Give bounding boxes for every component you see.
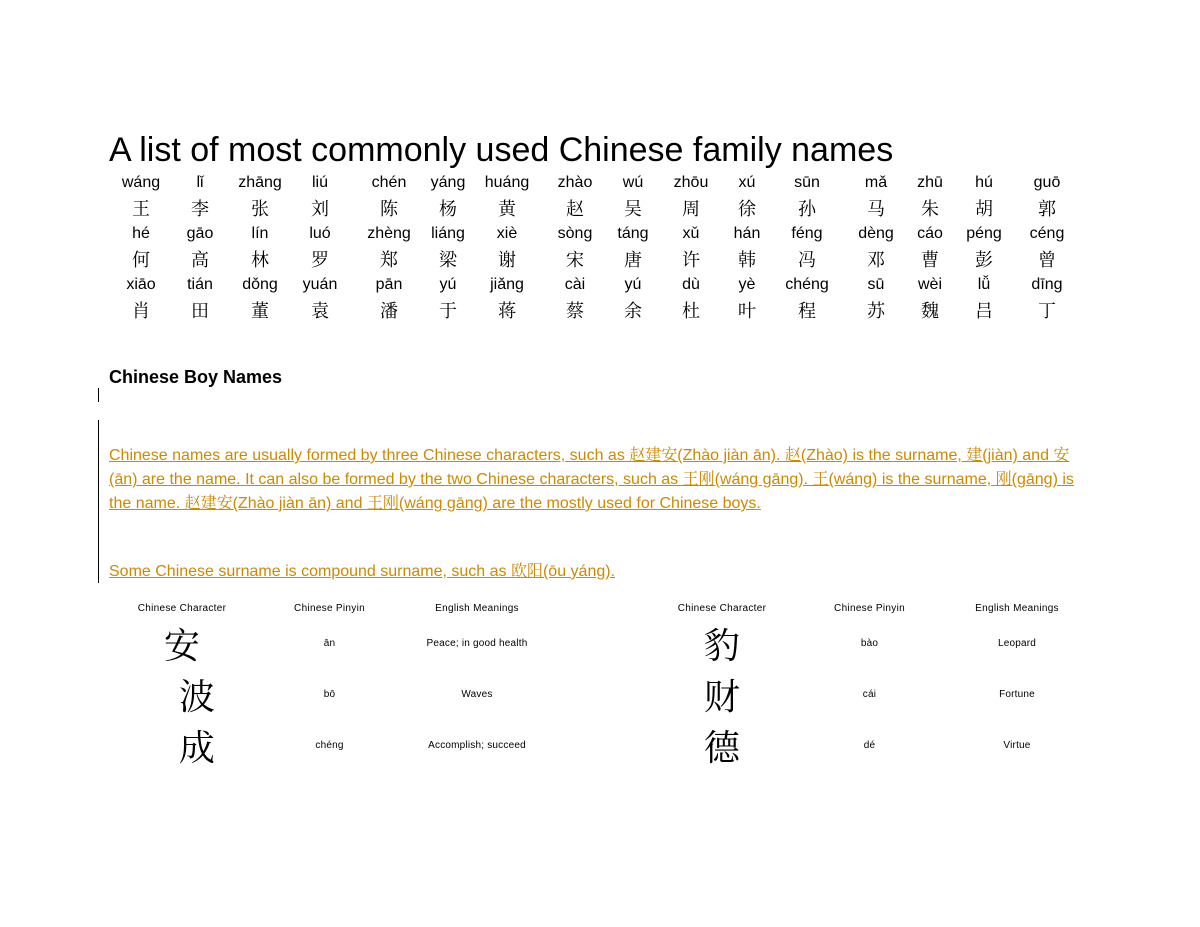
surname-hanzi-row: [112, 297, 1074, 323]
surname-pinyin: xǔ: [682, 224, 700, 242]
surname-character: 冯: [798, 250, 816, 271]
surname-character: 李: [191, 199, 209, 220]
column-header: Chinese Pinyin: [834, 602, 905, 614]
table-row: [112, 669, 547, 720]
boy-names-table-left: [112, 598, 547, 771]
surname-character: 吕: [975, 301, 993, 322]
surname-character: 曾: [1038, 250, 1056, 271]
surname-pinyin: chéng: [785, 275, 829, 293]
surname-pinyin: táng: [617, 224, 649, 242]
surname-character: 于: [439, 301, 457, 322]
surname-pinyin: lín: [251, 224, 269, 242]
surname-character: 唐: [624, 250, 642, 271]
surname-character: 杜: [682, 301, 700, 322]
name-pinyin: ān: [323, 638, 336, 649]
surname-pinyin: yáng: [430, 173, 466, 191]
surname-pinyin: hán: [733, 224, 761, 242]
table-header-row: [112, 598, 547, 618]
surname-pinyin: xiāo: [126, 275, 156, 293]
name-character: 财: [703, 677, 741, 718]
page-title: A list of most commonly used Chinese family names: [109, 130, 894, 169]
surname-character: 田: [191, 301, 209, 322]
margin-marker: [98, 388, 99, 402]
surname-pinyin: xiè: [496, 224, 518, 242]
surname-character: 马: [867, 199, 885, 220]
surname-character: 刘: [311, 199, 329, 220]
surname-pinyin: luó: [309, 224, 331, 242]
surname-character: 杨: [439, 199, 457, 220]
name-meaning: Virtue: [1003, 740, 1031, 751]
table-header-row: [652, 598, 1087, 618]
surname-character: 袁: [311, 301, 329, 322]
surname-character: 曹: [921, 250, 939, 271]
name-meaning: Accomplish; succeed: [428, 740, 526, 751]
surname-pinyin: pān: [375, 275, 403, 293]
surname-character: 赵: [566, 199, 584, 220]
surname-hanzi-row: [112, 246, 1074, 272]
surname-character: 孙: [798, 199, 816, 220]
surname-character: 余: [624, 301, 642, 322]
name-character: 豹: [703, 626, 741, 667]
surname-pinyin: liú: [311, 173, 328, 191]
surname-pinyin: lǚ: [977, 275, 991, 293]
table-row: [112, 618, 547, 669]
surname-pinyin: zhū: [917, 173, 943, 191]
surname-character: 苏: [867, 301, 885, 322]
surname-pinyin: yú: [439, 275, 457, 293]
surname-character: 陈: [380, 199, 398, 220]
name-meaning: Fortune: [999, 689, 1035, 700]
name-character: 波: [178, 677, 216, 718]
surname-pinyin: yuán: [302, 275, 338, 293]
surname-pinyin: féng: [791, 224, 823, 242]
name-meaning: Peace; in good health: [426, 638, 528, 649]
surname-character: 黄: [498, 199, 516, 220]
surname-character: 邓: [867, 250, 885, 271]
surname-pinyin: zhào: [557, 173, 593, 191]
surname-character: 徐: [738, 199, 756, 220]
surname-pinyin: sòng: [557, 224, 593, 242]
column-header: English Meanings: [435, 602, 519, 614]
surname-pinyin: zhōu: [673, 173, 709, 191]
surname-pinyin: wèi: [917, 275, 942, 293]
surname-pinyin: yú: [624, 275, 642, 293]
surname-pinyin: zhāng: [238, 173, 282, 191]
surname-pinyin: cáo: [917, 224, 943, 242]
surname-character: 郭: [1038, 199, 1056, 220]
surname-pinyin: dèng: [858, 224, 894, 242]
surname-character: 胡: [975, 199, 993, 220]
column-header: English Meanings: [975, 602, 1059, 614]
surname-character: 韩: [738, 250, 756, 271]
surname-character: 程: [798, 301, 816, 322]
surname-pinyin-row: [112, 170, 1074, 195]
surname-character: 董: [251, 301, 269, 322]
surname-character: 谢: [498, 250, 516, 271]
surname-pinyin: hú: [975, 173, 993, 191]
surname-pinyin: wáng: [121, 173, 161, 191]
surname-character: 朱: [921, 199, 939, 220]
table-row: [652, 618, 1087, 669]
margin-marker: [98, 420, 99, 583]
surname-character: 罗: [311, 250, 329, 271]
surname-pinyin: gāo: [186, 224, 214, 242]
table-row: [652, 669, 1087, 720]
surname-character: 许: [682, 250, 700, 271]
surname-character: 蒋: [498, 301, 516, 322]
name-meaning: Waves: [461, 689, 493, 700]
surname-pinyin-row: [112, 272, 1074, 297]
surname-hanzi-row: [112, 195, 1074, 221]
intro-paragraph[interactable]: Chinese names are usually formed by three Chinese characters, such as 赵建安(Zhào jiàn ān). 赵(Zhào) is the surname, 建(jiàn) and 安(ān) are the name. It can also be formed by the two Chinese characters, such as 王刚(wáng gāng). 王(wáng) is the surname, 刚(gāng) is the name. 赵建安(Zhào jiàn ān) and 王刚(wáng gāng) are the mostly used for Chinese boys.: [109, 447, 1074, 512]
surname-pinyin: sū: [867, 275, 885, 293]
surname-character: 梁: [439, 250, 457, 271]
surname-pinyin: liáng: [431, 224, 465, 242]
surname-pinyin: yè: [738, 275, 756, 293]
surname-character: 叶: [738, 301, 756, 322]
surname-pinyin: jiǎng: [490, 275, 524, 293]
surname-pinyin: huáng: [484, 173, 530, 191]
surname-pinyin: xú: [738, 173, 756, 191]
surname-pinyin: wú: [622, 173, 644, 191]
surname-pinyin: dù: [682, 275, 700, 293]
surname-character: 吴: [624, 199, 642, 220]
name-character: 安: [163, 626, 201, 667]
surname-pinyin: hé: [132, 224, 150, 242]
surname-character: 肖: [132, 301, 150, 322]
boy-names-table-right: [652, 598, 1087, 771]
surname-character: 张: [251, 199, 269, 220]
surname-character: 彭: [975, 250, 993, 271]
name-pinyin: bào: [860, 638, 879, 649]
surname-table: [112, 170, 1074, 323]
surname-character: 林: [251, 250, 269, 271]
name-pinyin: bō: [323, 689, 336, 700]
surname-pinyin: lǐ: [196, 173, 204, 191]
column-header: Chinese Character: [677, 602, 767, 614]
surname-pinyin: cài: [564, 275, 586, 293]
surname-pinyin: sūn: [794, 173, 820, 191]
surname-pinyin: dīng: [1031, 275, 1063, 293]
name-pinyin: chéng: [315, 740, 344, 751]
surname-character: 丁: [1038, 301, 1056, 322]
name-character: 成: [178, 728, 216, 769]
surname-character: 郑: [380, 250, 398, 271]
surname-character: 宋: [566, 250, 584, 271]
surname-pinyin-row: [112, 221, 1074, 246]
compound-surname-paragraph[interactable]: Some Chinese surname is compound surname, such as 欧阳(ōu yáng).: [109, 563, 616, 580]
surname-character: 潘: [380, 301, 398, 322]
column-header: Chinese Pinyin: [294, 602, 365, 614]
surname-pinyin: dǒng: [242, 275, 278, 293]
surname-character: 王: [132, 199, 150, 220]
name-pinyin: cái: [862, 689, 877, 700]
surname-pinyin: céng: [1029, 224, 1065, 242]
surname-pinyin: chén: [371, 173, 407, 191]
surname-pinyin: mǎ: [864, 173, 888, 191]
table-row: [652, 720, 1087, 771]
surname-character: 周: [682, 199, 700, 220]
surname-pinyin: tián: [187, 275, 213, 293]
surname-character: 蔡: [566, 301, 584, 322]
surname-character: 何: [132, 250, 150, 271]
surname-pinyin: péng: [966, 224, 1002, 242]
surname-character: 魏: [921, 301, 939, 322]
table-row: [112, 720, 547, 771]
name-pinyin: dé: [863, 740, 876, 751]
name-character: 德: [703, 728, 741, 769]
surname-character: 高: [191, 250, 209, 271]
column-header: Chinese Character: [137, 602, 227, 614]
section-heading: Chinese Boy Names: [109, 367, 283, 387]
surname-pinyin: guō: [1033, 173, 1061, 191]
surname-pinyin: zhèng: [367, 224, 411, 242]
name-meaning: Leopard: [997, 638, 1037, 649]
